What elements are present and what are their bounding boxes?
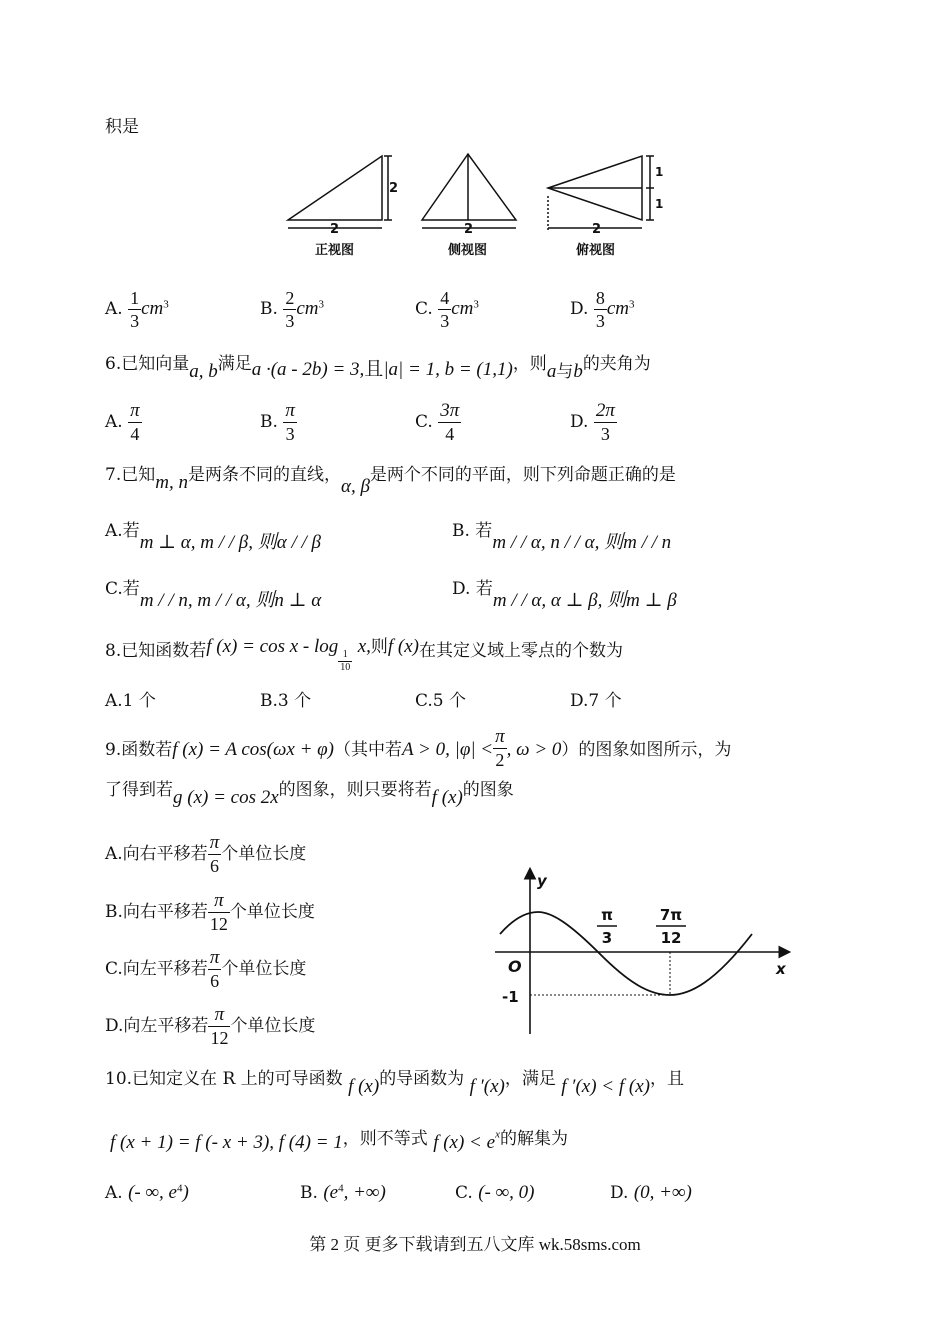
q6-option-d: D. $\frac{2\pi}{3}$ [570, 400, 615, 444]
top-view-label: 俯视图 [576, 243, 616, 258]
q5-option-c: C. $\frac{4}{3}$ $cm^3$ [415, 288, 479, 331]
q6-stem: 6.已知向量a, b满足a ·(a - 2b) = 3,且|a| = 1, b = (1,1)，则a与b的夹角为 [105, 354, 651, 382]
q10-option-a: A. (- ∞, $e^4$) [105, 1182, 189, 1203]
q6-option-c: C. $\frac{3\pi}{4}$ [415, 400, 460, 444]
q7-option-d: D. 若m / / α, α ⊥ β, 则m ⊥ β [452, 579, 677, 611]
q7-option-c: C.若m / / n, m / / α, 则n ⊥ α [105, 579, 322, 611]
side-view-label: 侧视图 [448, 243, 488, 258]
tick2-num: 7π [659, 906, 683, 924]
front-view-label: 正视图 [315, 243, 355, 258]
tick2-den: 12 [660, 929, 682, 947]
intro-text: 积是 [105, 117, 139, 137]
side-view [422, 154, 516, 228]
tick1-num: π [601, 906, 613, 924]
three-view-figure [280, 150, 680, 265]
q5-option-a: A. $\frac{1}{3}$ $cm^3$ [105, 288, 169, 331]
y-label: y [537, 872, 547, 890]
cosine-graph [490, 862, 800, 1042]
neg-one-label: -1 [502, 988, 519, 1006]
q8-option-a: A.1 个 [105, 691, 156, 711]
q10-stem-line1: 10.已知定义在 R 上的可导函数 f (x)的导函数为 f ′(x)，满足 f ′(x) < f (x)，且 [105, 1069, 684, 1097]
q9-option-b: B.向右平移若 $\frac{\pi}{12}$ 个单位长度 [105, 890, 315, 934]
q5-option-b: B. $\frac{2}{3}$ $cm^3$ [260, 288, 324, 331]
q8-stem: 8.已知函数若f (x) = cos x - log $\frac{1}{10}$ x,则f (x)在其定义域上零点的个数为 [105, 636, 624, 673]
q9-option-a: A.向右平移若 $\frac{\pi}{6}$ 个单位长度 [105, 832, 307, 876]
front-view [288, 156, 392, 228]
tick1-den: 3 [601, 929, 613, 947]
q10-option-b: B. ($e^4$, +∞) [300, 1182, 386, 1203]
q9-option-d: D.向左平移若 $\frac{\pi}{12}$ 个单位长度 [105, 1004, 316, 1048]
q9-stem-line2: 了得到若g (x) = cos 2x的图象，则只要将若f (x)的图象 [105, 780, 514, 808]
front-height-label: 2 [389, 181, 399, 196]
top-dim-1b: 1 [655, 197, 664, 211]
q8-option-d: D.7 个 [570, 691, 622, 711]
q7-stem: 7.已知m, n是两条不同的直线，α, β是两个不同的平面，则下列命题正确的是 [105, 465, 676, 497]
q8-option-b: B.3 个 [260, 691, 312, 711]
x-label: x [776, 960, 786, 978]
top-dim-1a: 1 [655, 165, 664, 179]
q10-stem-line2: f (x + 1) = f (- x + 3), f (4) = 1，则不等式 f $(x) < e^x$的解集为 [110, 1128, 568, 1153]
q5-option-d: D. $\frac{8}{3}$ $cm^3$ [570, 288, 635, 331]
q10-option-c: C. (- ∞, 0) [455, 1182, 535, 1203]
q9-option-c: C.向左平移若 $\frac{\pi}{6}$ 个单位长度 [105, 947, 307, 991]
q6-option-a: A. $\frac{\pi}{4}$ [105, 400, 140, 444]
q7-option-b: B. 若m / / α, n / / α, 则m / / n [452, 521, 672, 553]
cosine-curve [500, 912, 752, 995]
top-width-label: 2 [592, 222, 602, 237]
q7-option-a: A.若m ⊥ α, m / / β, 则α / / β [105, 521, 321, 553]
page-footer: 第 2 页 更多下载请到五八文库 wk.58sms.com [309, 1235, 641, 1254]
front-width-label: 2 [330, 222, 340, 237]
side-width-label: 2 [464, 222, 474, 237]
q10-option-d: D. (0, +∞) [610, 1182, 692, 1203]
origin-label: O [508, 957, 522, 976]
q8-option-c: C.5 个 [415, 691, 467, 711]
q6-option-b: B. $\frac{\pi}{3}$ [260, 400, 295, 444]
q9-stem-line1: 9.函数若f (x) = A cos(ωx + φ)（其中若A > 0, |φ| < $\frac{\pi}{2}$ , ω > 0）的图象如图所示，为 [105, 726, 732, 770]
top-view [548, 156, 654, 232]
